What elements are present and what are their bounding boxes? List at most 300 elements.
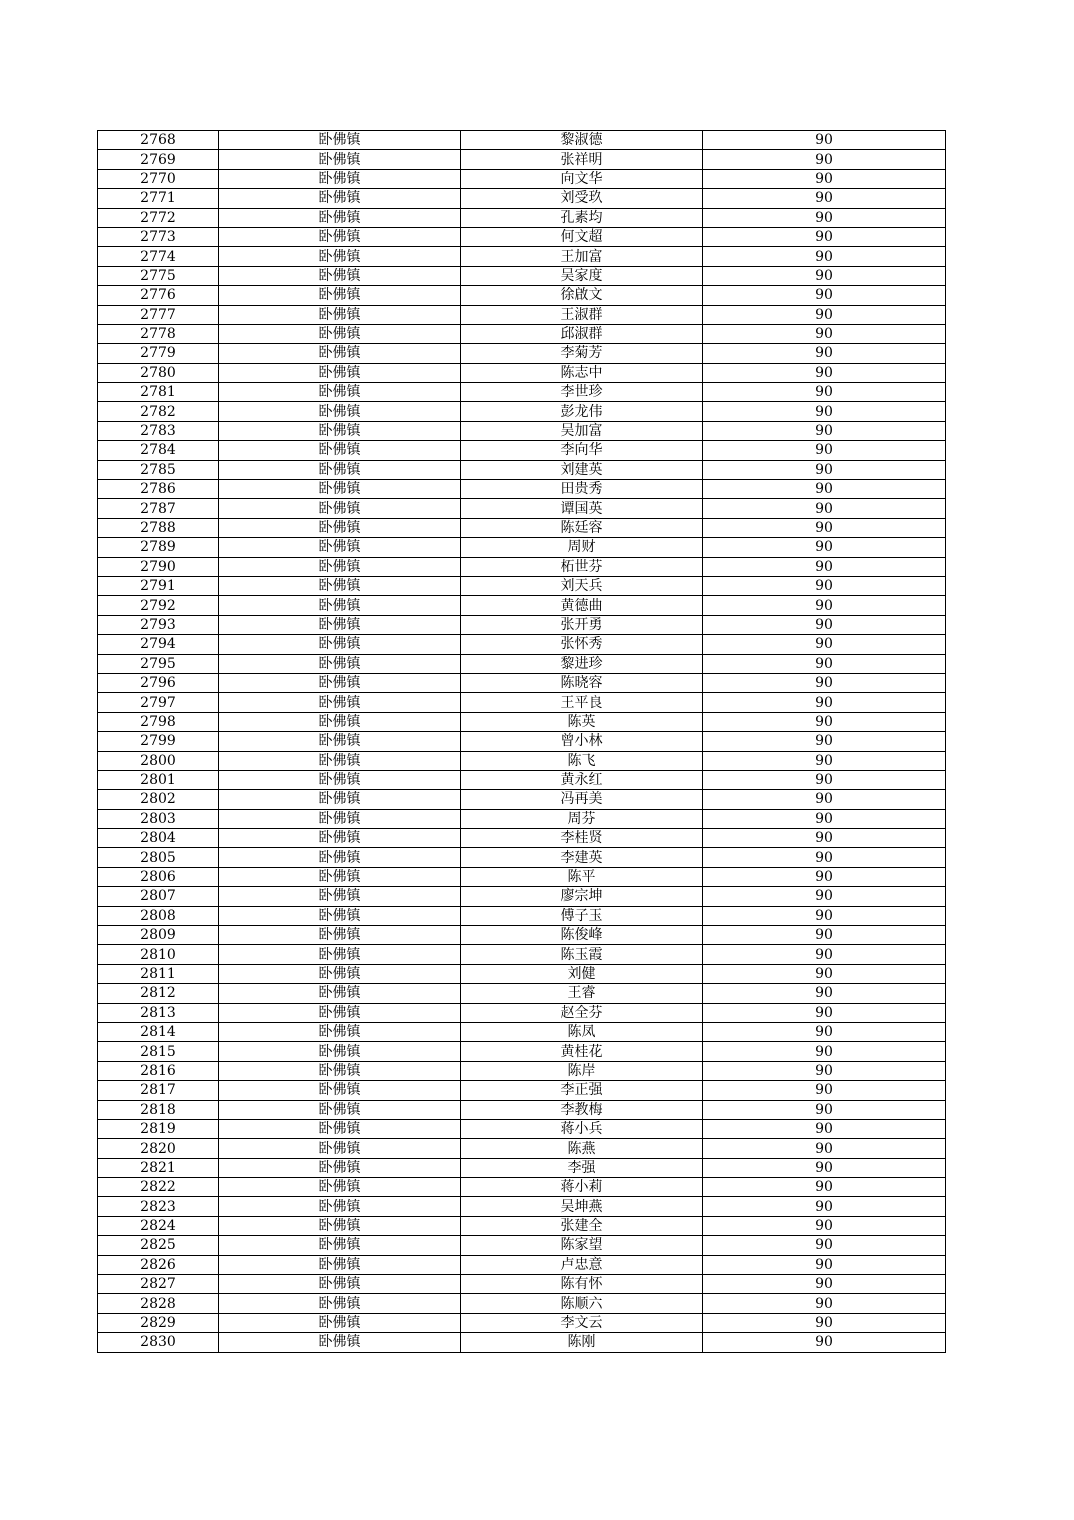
name-cell: 陈有怀 <box>461 1275 703 1294</box>
town-cell: 卧佛镇 <box>219 1022 461 1041</box>
town-cell: 卧佛镇 <box>219 1294 461 1313</box>
amount-cell: 90 <box>703 906 946 925</box>
name-cell: 王平良 <box>461 693 703 712</box>
name-cell: 黄永红 <box>461 770 703 789</box>
row-number-cell: 2796 <box>98 673 219 692</box>
town-cell: 卧佛镇 <box>219 557 461 576</box>
town-cell: 卧佛镇 <box>219 383 461 402</box>
town-cell: 卧佛镇 <box>219 1061 461 1080</box>
table-row <box>98 712 946 731</box>
row-number-cell: 2815 <box>98 1042 219 1061</box>
town-cell: 卧佛镇 <box>219 829 461 848</box>
table-row <box>98 150 946 169</box>
table-row <box>98 421 946 440</box>
amount-cell: 90 <box>703 363 946 382</box>
table-row <box>98 1333 946 1352</box>
table-row <box>98 809 946 828</box>
table-row <box>98 596 946 615</box>
name-cell: 蒋小兵 <box>461 1119 703 1138</box>
table-row <box>98 1139 946 1158</box>
row-number-cell: 2772 <box>98 208 219 227</box>
table-row <box>98 984 946 1003</box>
name-cell: 李世珍 <box>461 383 703 402</box>
row-number-cell: 2774 <box>98 247 219 266</box>
table-row <box>98 247 946 266</box>
table-row <box>98 499 946 518</box>
table-row <box>98 635 946 654</box>
name-cell: 陈飞 <box>461 751 703 770</box>
name-cell: 张怀秀 <box>461 635 703 654</box>
name-cell: 向文华 <box>461 169 703 188</box>
row-number-cell: 2783 <box>98 421 219 440</box>
table-row <box>98 673 946 692</box>
name-cell: 冯再美 <box>461 790 703 809</box>
table-row <box>98 770 946 789</box>
row-number-cell: 2810 <box>98 945 219 964</box>
town-cell: 卧佛镇 <box>219 402 461 421</box>
name-cell: 李桂贤 <box>461 829 703 848</box>
row-number-cell: 2790 <box>98 557 219 576</box>
town-cell: 卧佛镇 <box>219 751 461 770</box>
amount-cell: 90 <box>703 1236 946 1255</box>
name-cell: 王睿 <box>461 984 703 1003</box>
town-cell: 卧佛镇 <box>219 790 461 809</box>
name-cell: 张祥明 <box>461 150 703 169</box>
name-cell: 陈顺六 <box>461 1294 703 1313</box>
table-row <box>98 208 946 227</box>
row-number-cell: 2787 <box>98 499 219 518</box>
amount-cell: 90 <box>703 770 946 789</box>
amount-cell: 90 <box>703 1313 946 1332</box>
row-number-cell: 2777 <box>98 305 219 324</box>
town-cell: 卧佛镇 <box>219 1216 461 1235</box>
name-cell: 邱淑群 <box>461 324 703 343</box>
name-cell: 刘健 <box>461 964 703 983</box>
row-number-cell: 2794 <box>98 635 219 654</box>
name-cell: 傅子玉 <box>461 906 703 925</box>
name-cell: 卢忠意 <box>461 1255 703 1274</box>
name-cell: 何文超 <box>461 227 703 246</box>
name-cell: 陈凤 <box>461 1022 703 1041</box>
town-cell: 卧佛镇 <box>219 984 461 1003</box>
row-number-cell: 2791 <box>98 576 219 595</box>
row-number-cell: 2773 <box>98 227 219 246</box>
row-number-cell: 2785 <box>98 460 219 479</box>
row-number-cell: 2814 <box>98 1022 219 1041</box>
amount-cell: 90 <box>703 654 946 673</box>
name-cell: 陈燕 <box>461 1139 703 1158</box>
name-cell: 李正强 <box>461 1081 703 1100</box>
table-row <box>98 1294 946 1313</box>
row-number-cell: 2819 <box>98 1119 219 1138</box>
town-cell: 卧佛镇 <box>219 1275 461 1294</box>
name-cell: 刘受玖 <box>461 189 703 208</box>
amount-cell: 90 <box>703 460 946 479</box>
row-number-cell: 2826 <box>98 1255 219 1274</box>
name-cell: 王加富 <box>461 247 703 266</box>
amount-cell: 90 <box>703 324 946 343</box>
table-row <box>98 829 946 848</box>
table-row <box>98 1216 946 1235</box>
table-row <box>98 576 946 595</box>
amount-cell: 90 <box>703 227 946 246</box>
table-row <box>98 906 946 925</box>
row-number-cell: 2784 <box>98 441 219 460</box>
table-row <box>98 557 946 576</box>
row-number-cell: 2824 <box>98 1216 219 1235</box>
town-cell: 卧佛镇 <box>219 1158 461 1177</box>
town-cell: 卧佛镇 <box>219 1042 461 1061</box>
town-cell: 卧佛镇 <box>219 635 461 654</box>
row-number-cell: 2812 <box>98 984 219 1003</box>
table-row <box>98 1119 946 1138</box>
table-row <box>98 189 946 208</box>
amount-cell: 90 <box>703 867 946 886</box>
table-row <box>98 383 946 402</box>
table-row <box>98 538 946 557</box>
amount-cell: 90 <box>703 1158 946 1177</box>
row-number-cell: 2771 <box>98 189 219 208</box>
amount-cell: 90 <box>703 480 946 499</box>
amount-cell: 90 <box>703 189 946 208</box>
table-row <box>98 227 946 246</box>
table-row <box>98 790 946 809</box>
town-cell: 卧佛镇 <box>219 460 461 479</box>
name-cell: 周芬 <box>461 809 703 828</box>
amount-cell: 90 <box>703 576 946 595</box>
town-cell: 卧佛镇 <box>219 518 461 537</box>
row-number-cell: 2807 <box>98 887 219 906</box>
row-number-cell: 2788 <box>98 518 219 537</box>
town-cell: 卧佛镇 <box>219 247 461 266</box>
row-number-cell: 2795 <box>98 654 219 673</box>
name-cell: 彭龙伟 <box>461 402 703 421</box>
amount-cell: 90 <box>703 286 946 305</box>
town-cell: 卧佛镇 <box>219 770 461 789</box>
name-cell: 柘世芬 <box>461 557 703 576</box>
table-row <box>98 867 946 886</box>
amount-cell: 90 <box>703 499 946 518</box>
table-row <box>98 363 946 382</box>
town-cell: 卧佛镇 <box>219 673 461 692</box>
row-number-cell: 2804 <box>98 829 219 848</box>
amount-cell: 90 <box>703 344 946 363</box>
row-number-cell: 2820 <box>98 1139 219 1158</box>
town-cell: 卧佛镇 <box>219 227 461 246</box>
table-row <box>98 1178 946 1197</box>
town-cell: 卧佛镇 <box>219 169 461 188</box>
amount-cell: 90 <box>703 1119 946 1138</box>
town-cell: 卧佛镇 <box>219 208 461 227</box>
name-cell: 吴家度 <box>461 266 703 285</box>
name-cell: 蒋小莉 <box>461 1178 703 1197</box>
amount-cell: 90 <box>703 247 946 266</box>
amount-cell: 90 <box>703 712 946 731</box>
name-cell: 张开勇 <box>461 615 703 634</box>
town-cell: 卧佛镇 <box>219 809 461 828</box>
name-cell: 陈刚 <box>461 1333 703 1352</box>
amount-cell: 90 <box>703 790 946 809</box>
amount-cell: 90 <box>703 964 946 983</box>
row-number-cell: 2779 <box>98 344 219 363</box>
table-row <box>98 1236 946 1255</box>
town-cell: 卧佛镇 <box>219 848 461 867</box>
town-cell: 卧佛镇 <box>219 480 461 499</box>
amount-cell: 90 <box>703 635 946 654</box>
town-cell: 卧佛镇 <box>219 576 461 595</box>
table-row <box>98 169 946 188</box>
row-number-cell: 2823 <box>98 1197 219 1216</box>
row-number-cell: 2792 <box>98 596 219 615</box>
amount-cell: 90 <box>703 1275 946 1294</box>
amount-cell: 90 <box>703 1255 946 1274</box>
row-number-cell: 2770 <box>98 169 219 188</box>
town-cell: 卧佛镇 <box>219 1100 461 1119</box>
name-cell: 陈英 <box>461 712 703 731</box>
row-number-cell: 2786 <box>98 480 219 499</box>
row-number-cell: 2802 <box>98 790 219 809</box>
row-number-cell: 2817 <box>98 1081 219 1100</box>
town-cell: 卧佛镇 <box>219 945 461 964</box>
row-number-cell: 2793 <box>98 615 219 634</box>
amount-cell: 90 <box>703 1061 946 1080</box>
row-number-cell: 2769 <box>98 150 219 169</box>
row-number-cell: 2809 <box>98 926 219 945</box>
amount-cell: 90 <box>703 732 946 751</box>
name-cell: 田贵秀 <box>461 480 703 499</box>
amount-cell: 90 <box>703 984 946 1003</box>
name-cell: 陈平 <box>461 867 703 886</box>
row-number-cell: 2825 <box>98 1236 219 1255</box>
row-number-cell: 2789 <box>98 538 219 557</box>
table-row <box>98 441 946 460</box>
name-cell: 陈志中 <box>461 363 703 382</box>
row-number-cell: 2801 <box>98 770 219 789</box>
table-row <box>98 751 946 770</box>
table-row <box>98 266 946 285</box>
row-number-cell: 2776 <box>98 286 219 305</box>
name-cell: 陈岸 <box>461 1061 703 1080</box>
table-row <box>98 945 946 964</box>
amount-cell: 90 <box>703 1042 946 1061</box>
amount-cell: 90 <box>703 887 946 906</box>
name-cell: 黄桂花 <box>461 1042 703 1061</box>
name-cell: 吴坤燕 <box>461 1197 703 1216</box>
amount-cell: 90 <box>703 596 946 615</box>
name-cell: 谭国英 <box>461 499 703 518</box>
row-number-cell: 2818 <box>98 1100 219 1119</box>
name-cell: 李文云 <box>461 1313 703 1332</box>
name-cell: 刘建英 <box>461 460 703 479</box>
town-cell: 卧佛镇 <box>219 906 461 925</box>
name-cell: 李向华 <box>461 441 703 460</box>
row-number-cell: 2816 <box>98 1061 219 1080</box>
amount-cell: 90 <box>703 557 946 576</box>
table-row <box>98 926 946 945</box>
row-number-cell: 2778 <box>98 324 219 343</box>
amount-cell: 90 <box>703 305 946 324</box>
town-cell: 卧佛镇 <box>219 1119 461 1138</box>
table-row <box>98 1042 946 1061</box>
name-cell: 吴加富 <box>461 421 703 440</box>
amount-cell: 90 <box>703 538 946 557</box>
town-cell: 卧佛镇 <box>219 596 461 615</box>
table-row <box>98 286 946 305</box>
town-cell: 卧佛镇 <box>219 654 461 673</box>
amount-cell: 90 <box>703 266 946 285</box>
town-cell: 卧佛镇 <box>219 1255 461 1274</box>
amount-cell: 90 <box>703 1216 946 1235</box>
town-cell: 卧佛镇 <box>219 1178 461 1197</box>
amount-cell: 90 <box>703 1197 946 1216</box>
row-number-cell: 2830 <box>98 1333 219 1352</box>
table-row <box>98 1275 946 1294</box>
amount-cell: 90 <box>703 1333 946 1352</box>
name-cell: 李教梅 <box>461 1100 703 1119</box>
town-cell: 卧佛镇 <box>219 344 461 363</box>
table-row <box>98 1255 946 1274</box>
table-row <box>98 1100 946 1119</box>
name-cell: 王淑群 <box>461 305 703 324</box>
town-cell: 卧佛镇 <box>219 189 461 208</box>
row-number-cell: 2808 <box>98 906 219 925</box>
row-number-cell: 2768 <box>98 131 219 150</box>
town-cell: 卧佛镇 <box>219 421 461 440</box>
data-table <box>97 130 946 1353</box>
name-cell: 刘天兵 <box>461 576 703 595</box>
table-row <box>98 305 946 324</box>
town-cell: 卧佛镇 <box>219 615 461 634</box>
name-cell: 李菊芳 <box>461 344 703 363</box>
town-cell: 卧佛镇 <box>219 732 461 751</box>
town-cell: 卧佛镇 <box>219 1081 461 1100</box>
table-row <box>98 848 946 867</box>
town-cell: 卧佛镇 <box>219 363 461 382</box>
table-body <box>98 131 946 1353</box>
amount-cell: 90 <box>703 1139 946 1158</box>
row-number-cell: 2828 <box>98 1294 219 1313</box>
table-row <box>98 615 946 634</box>
row-number-cell: 2798 <box>98 712 219 731</box>
amount-cell: 90 <box>703 693 946 712</box>
amount-cell: 90 <box>703 809 946 828</box>
table-row <box>98 402 946 421</box>
name-cell: 陈玉霞 <box>461 945 703 964</box>
town-cell: 卧佛镇 <box>219 693 461 712</box>
amount-cell: 90 <box>703 131 946 150</box>
name-cell: 黎淑德 <box>461 131 703 150</box>
amount-cell: 90 <box>703 518 946 537</box>
amount-cell: 90 <box>703 751 946 770</box>
town-cell: 卧佛镇 <box>219 887 461 906</box>
table-row <box>98 324 946 343</box>
table-row <box>98 693 946 712</box>
row-number-cell: 2806 <box>98 867 219 886</box>
row-number-cell: 2797 <box>98 693 219 712</box>
town-cell: 卧佛镇 <box>219 324 461 343</box>
name-cell: 李建英 <box>461 848 703 867</box>
town-cell: 卧佛镇 <box>219 926 461 945</box>
table-row <box>98 1081 946 1100</box>
row-number-cell: 2780 <box>98 363 219 382</box>
row-number-cell: 2803 <box>98 809 219 828</box>
name-cell: 陈晓容 <box>461 673 703 692</box>
amount-cell: 90 <box>703 1003 946 1022</box>
town-cell: 卧佛镇 <box>219 499 461 518</box>
amount-cell: 90 <box>703 441 946 460</box>
name-cell: 曾小林 <box>461 732 703 751</box>
town-cell: 卧佛镇 <box>219 441 461 460</box>
town-cell: 卧佛镇 <box>219 1197 461 1216</box>
row-number-cell: 2775 <box>98 266 219 285</box>
amount-cell: 90 <box>703 1022 946 1041</box>
table-row <box>98 964 946 983</box>
town-cell: 卧佛镇 <box>219 150 461 169</box>
table-row <box>98 732 946 751</box>
row-number-cell: 2813 <box>98 1003 219 1022</box>
name-cell: 黄德曲 <box>461 596 703 615</box>
table-row <box>98 460 946 479</box>
row-number-cell: 2827 <box>98 1275 219 1294</box>
table-row <box>98 344 946 363</box>
town-cell: 卧佛镇 <box>219 712 461 731</box>
town-cell: 卧佛镇 <box>219 1313 461 1332</box>
amount-cell: 90 <box>703 926 946 945</box>
table-row <box>98 1003 946 1022</box>
name-cell: 陈俊峰 <box>461 926 703 945</box>
row-number-cell: 2800 <box>98 751 219 770</box>
table-row <box>98 1061 946 1080</box>
amount-cell: 90 <box>703 1294 946 1313</box>
name-cell: 张建全 <box>461 1216 703 1235</box>
row-number-cell: 2829 <box>98 1313 219 1332</box>
town-cell: 卧佛镇 <box>219 538 461 557</box>
table-row <box>98 131 946 150</box>
name-cell: 徐啟文 <box>461 286 703 305</box>
name-cell: 陈家望 <box>461 1236 703 1255</box>
town-cell: 卧佛镇 <box>219 1236 461 1255</box>
amount-cell: 90 <box>703 421 946 440</box>
name-cell: 黎进珍 <box>461 654 703 673</box>
table-row <box>98 518 946 537</box>
amount-cell: 90 <box>703 615 946 634</box>
name-cell: 赵全芬 <box>461 1003 703 1022</box>
amount-cell: 90 <box>703 673 946 692</box>
amount-cell: 90 <box>703 383 946 402</box>
name-cell: 陈廷容 <box>461 518 703 537</box>
town-cell: 卧佛镇 <box>219 1139 461 1158</box>
town-cell: 卧佛镇 <box>219 131 461 150</box>
table-row <box>98 654 946 673</box>
amount-cell: 90 <box>703 402 946 421</box>
row-number-cell: 2822 <box>98 1178 219 1197</box>
town-cell: 卧佛镇 <box>219 964 461 983</box>
town-cell: 卧佛镇 <box>219 1003 461 1022</box>
amount-cell: 90 <box>703 208 946 227</box>
town-cell: 卧佛镇 <box>219 266 461 285</box>
amount-cell: 90 <box>703 945 946 964</box>
table-row <box>98 1197 946 1216</box>
town-cell: 卧佛镇 <box>219 286 461 305</box>
table-row <box>98 1158 946 1177</box>
name-cell: 周财 <box>461 538 703 557</box>
table-row <box>98 887 946 906</box>
town-cell: 卧佛镇 <box>219 867 461 886</box>
name-cell: 廖宗坤 <box>461 887 703 906</box>
row-number-cell: 2781 <box>98 383 219 402</box>
town-cell: 卧佛镇 <box>219 305 461 324</box>
amount-cell: 90 <box>703 848 946 867</box>
